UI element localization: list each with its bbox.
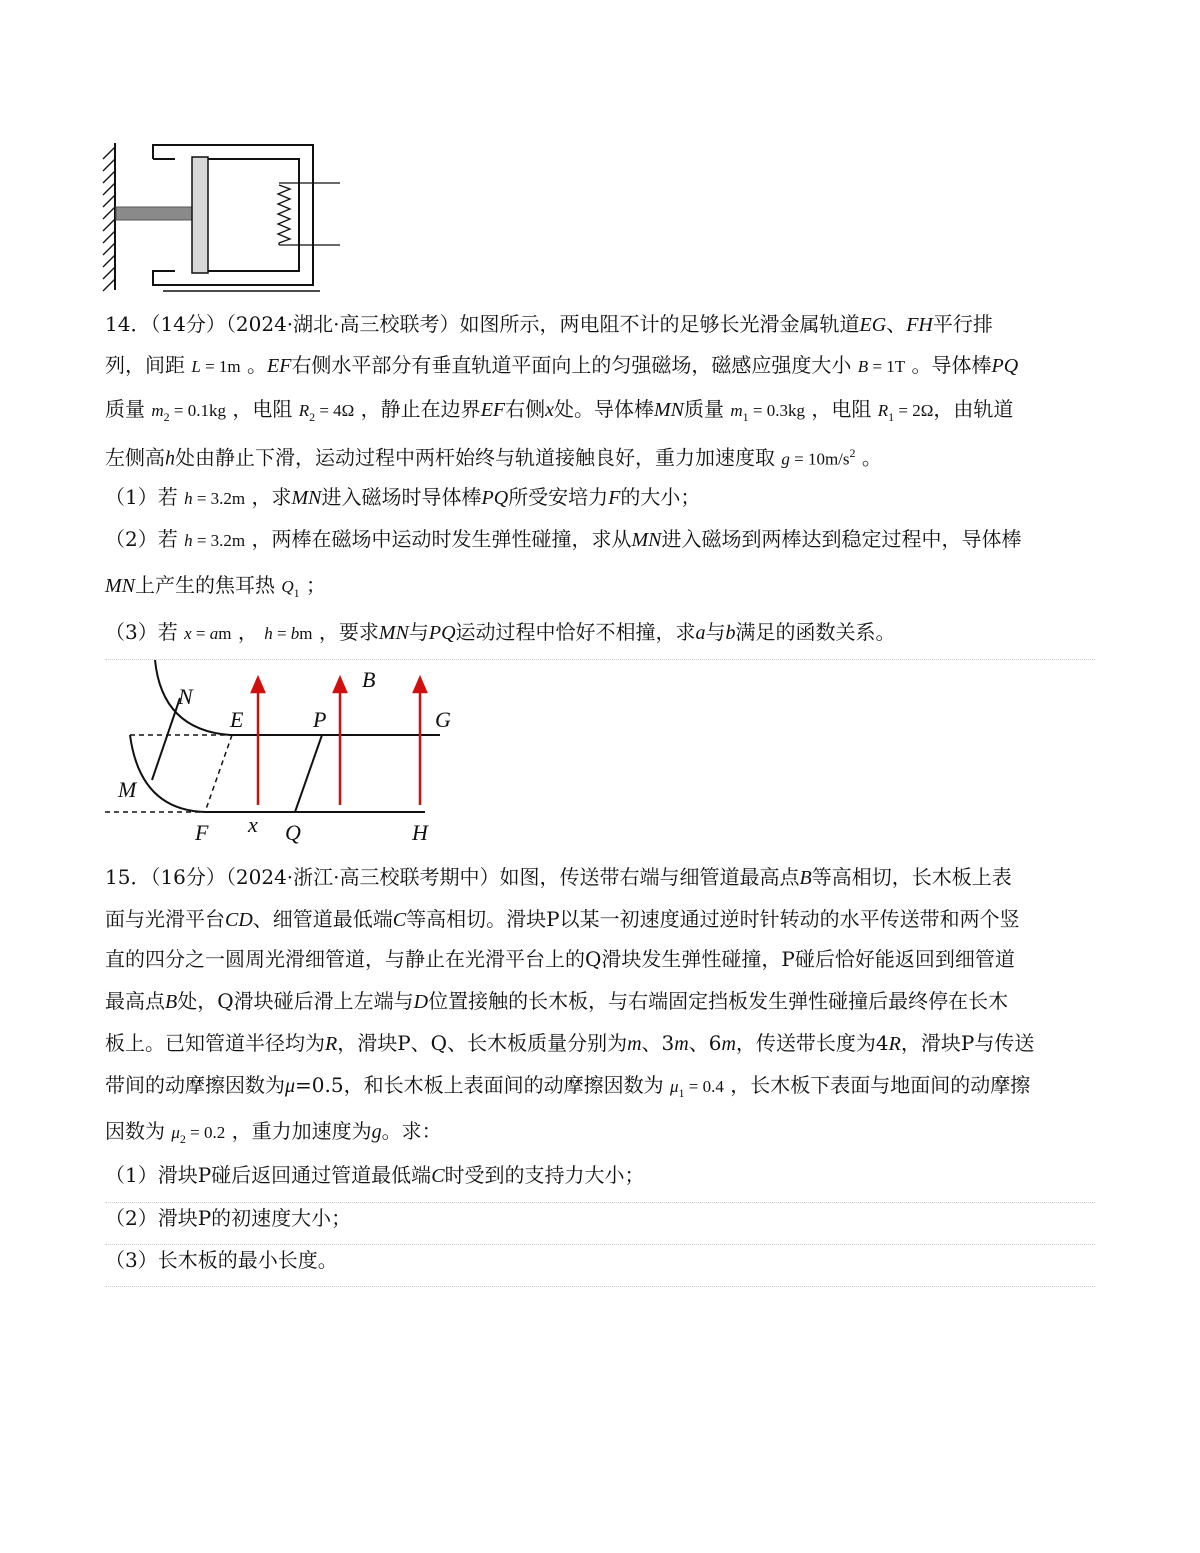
- text: 右侧水平部分有垂直轨道平面向上的匀强磁场，磁感应强度大小: [291, 353, 858, 377]
- text: ，滑块P与传送: [900, 1031, 1035, 1055]
- separator: [105, 1286, 1095, 1287]
- var: R: [298, 401, 310, 420]
- var: a: [209, 624, 219, 643]
- text: （2）若: [105, 527, 185, 551]
- text: 与: [705, 620, 726, 644]
- text: （1）滑块P碰后返回通过管道最低端: [105, 1163, 432, 1187]
- q14-part1: [105, 485, 700, 511]
- label: CD: [225, 909, 253, 931]
- text: （2）滑块P的初速度大小；: [105, 1206, 352, 1230]
- text: 进入磁场到两棒达到稳定过程中，导体棒: [661, 527, 1022, 551]
- q14-line4: [105, 441, 882, 472]
- q15-line2: [105, 907, 1020, 932]
- text: 。: [855, 445, 882, 470]
- label: F: [608, 487, 621, 509]
- label: b: [725, 622, 736, 644]
- text: 时受到的支持力大小；: [444, 1163, 645, 1187]
- text: 进入磁场时导体棒: [321, 485, 482, 509]
- q14-part2b: [105, 573, 326, 605]
- text: 、细管道最低端: [252, 907, 393, 931]
- text: 满足的函数关系。: [735, 620, 896, 644]
- text: 质量: [105, 397, 152, 421]
- label-e: E: [230, 707, 244, 732]
- var: μ: [669, 1077, 679, 1096]
- text: 板上。已知管道半径均为: [105, 1031, 325, 1055]
- separator: [105, 1244, 1095, 1245]
- var: g: [781, 449, 790, 469]
- text: 14．（14分）（2024·湖北·高三校联考）如图所示，两电阻不计的足够长光滑金属轨道: [105, 312, 860, 336]
- label: EG: [859, 314, 887, 336]
- label: m: [627, 1033, 642, 1055]
- text: ；: [299, 573, 326, 597]
- text: 最高点: [105, 989, 165, 1013]
- q15-line5: [105, 1031, 1034, 1056]
- text: 等高相切。滑块P以某一初速度通过逆时针转动的水平传送带和两个竖: [406, 907, 1020, 931]
- value: = 0.1kg: [169, 401, 226, 420]
- text: 等高相切，长木板上表: [811, 865, 1012, 889]
- text: 、6: [688, 1031, 722, 1055]
- label: MN: [631, 529, 662, 551]
- label: MN: [654, 399, 685, 421]
- q14-part2a: [105, 527, 1022, 553]
- subscript: 1: [293, 586, 300, 600]
- text: ，滑块P、Q、长木板质量分别为: [337, 1031, 628, 1055]
- text: 。求：: [381, 1119, 442, 1143]
- label-n: N: [178, 684, 193, 709]
- label: PQ: [481, 487, 509, 509]
- var: x: [184, 624, 192, 643]
- var: Q: [281, 577, 294, 596]
- label: D: [413, 991, 429, 1013]
- label: MN: [291, 487, 322, 509]
- value: =: [272, 624, 291, 643]
- label-g: G: [435, 707, 451, 732]
- label: m: [674, 1033, 689, 1055]
- text: =0.5，和长木板上表面间的动摩擦因数为: [295, 1073, 670, 1097]
- var: μ: [171, 1123, 180, 1142]
- text: （3）长木板的最小长度。: [105, 1248, 338, 1272]
- var: L: [191, 357, 201, 376]
- value: = 10m/s: [789, 449, 850, 469]
- text: 面与光滑平台: [105, 907, 225, 931]
- subscript: 1: [742, 410, 749, 424]
- piston-block: [192, 157, 208, 273]
- label: B: [165, 991, 178, 1013]
- q15-line1: [105, 865, 1012, 890]
- subscript: 2: [179, 1132, 186, 1146]
- wall: [103, 143, 115, 291]
- value: = 0.3kg: [748, 401, 805, 420]
- label: μ: [285, 1075, 296, 1097]
- text: 运动过程中恰好不相撞，求: [455, 620, 696, 644]
- label: R: [888, 1033, 901, 1055]
- q15-line4: [105, 989, 1008, 1014]
- text: 所受安培力: [508, 485, 609, 509]
- superscript: 2: [849, 446, 856, 460]
- var: m: [151, 401, 164, 420]
- label: MN: [378, 622, 409, 644]
- label-b: B: [362, 667, 376, 692]
- var: h: [184, 489, 193, 508]
- text: 质量: [684, 397, 731, 421]
- label: a: [695, 622, 706, 644]
- text: （1）若: [105, 485, 185, 509]
- text: ，重力加速度为: [225, 1119, 372, 1143]
- figure-rails: [100, 660, 460, 845]
- label: MN: [105, 575, 135, 597]
- label: FH: [906, 314, 933, 336]
- coil: [278, 185, 290, 245]
- q15-line7: [105, 1119, 442, 1151]
- var: h: [264, 624, 273, 643]
- text: ，要求: [312, 620, 379, 644]
- label: m: [721, 1033, 736, 1055]
- q15-part2: [105, 1206, 351, 1230]
- value: = 4Ω: [315, 401, 355, 420]
- text: （3）若: [105, 620, 185, 644]
- text: ，两棒在磁场中运动时发生弹性碰撞，求从: [245, 527, 632, 551]
- text: 上产生的焦耳热: [135, 573, 282, 597]
- label-p: P: [313, 707, 327, 732]
- text: 平行排: [932, 312, 993, 336]
- q15-part1: [105, 1163, 645, 1188]
- label: C: [431, 1165, 445, 1187]
- label: PQ: [428, 622, 456, 644]
- value: = 0.2: [185, 1123, 226, 1142]
- value: = 3.2m: [192, 531, 246, 550]
- var: b: [290, 624, 300, 643]
- text: ，求: [245, 485, 292, 509]
- text: ，: [231, 620, 265, 644]
- var: h: [184, 531, 193, 550]
- label: x: [545, 399, 555, 421]
- q14-part3: [105, 620, 896, 646]
- label: EF: [480, 399, 506, 421]
- text: 处。导体棒: [554, 397, 655, 421]
- label: h: [165, 447, 175, 470]
- text: 左侧高: [105, 445, 165, 470]
- text: ，电阻: [225, 397, 299, 421]
- label: R: [325, 1033, 338, 1055]
- label: EF: [267, 355, 292, 377]
- text: ，电阻: [805, 397, 878, 421]
- text: 15．（16分）（2024·浙江·高三校联考期中）如图，传送带右端与细管道最高点: [105, 865, 800, 889]
- text: 与: [408, 620, 429, 644]
- q15-line3: [105, 947, 1015, 971]
- subscript: 2: [309, 410, 316, 424]
- q15-line6: [105, 1073, 1030, 1105]
- q14-line3: [105, 397, 1013, 429]
- subscript: 2: [163, 410, 170, 424]
- var: B: [857, 357, 869, 376]
- text: 处，Q滑块碰后滑上左端与: [177, 989, 414, 1013]
- text: ，静止在边界: [354, 397, 481, 421]
- text: ，传送带长度为4: [735, 1031, 889, 1055]
- separator: [105, 1202, 1095, 1203]
- text: ，长木板下表面与地面间的动摩擦: [723, 1073, 1031, 1097]
- value: =: [191, 624, 210, 643]
- label-x: x: [248, 812, 258, 837]
- rod: [116, 207, 192, 220]
- text: 。: [240, 353, 267, 377]
- text: 、: [886, 312, 907, 336]
- label: PQ: [991, 355, 1019, 377]
- value: = 2Ω: [894, 401, 934, 420]
- subscript: 1: [888, 410, 895, 424]
- text: 。导体棒: [905, 353, 992, 377]
- value: = 1T: [868, 357, 906, 376]
- figure-spring-piston: [95, 135, 355, 295]
- q14-line2: [105, 353, 1018, 379]
- rod-pq: [295, 735, 322, 812]
- text: 列，间距: [105, 353, 192, 377]
- q15-part3: [105, 1248, 338, 1272]
- text: 因数为: [105, 1119, 172, 1143]
- text: 右侧: [505, 397, 546, 421]
- value: = 3.2m: [192, 489, 246, 508]
- text: 的大小；: [620, 485, 701, 509]
- label-f: F: [195, 820, 209, 845]
- label: g: [371, 1121, 382, 1143]
- text: 、3: [641, 1031, 675, 1055]
- label-h: H: [412, 820, 428, 845]
- label: C: [392, 909, 407, 931]
- q14-line1: [105, 312, 993, 337]
- label-m: M: [118, 777, 137, 802]
- rod-mn: [152, 698, 180, 780]
- value: m: [218, 624, 232, 643]
- text: 位置接触的长木板，与右端固定挡板发生弹性碰撞后最终停在长木: [428, 989, 1009, 1013]
- text: 直的四分之一圆周光滑细管道，与静止在光滑平台上的Q滑块发生弹性碰撞，P碰后恰好能返回到细管道: [105, 947, 1015, 971]
- value: = 1m: [200, 357, 241, 376]
- label-q: Q: [285, 820, 301, 845]
- label: B: [799, 867, 812, 889]
- text: 带间的动摩擦因数为: [105, 1073, 285, 1097]
- lower-curved-rail: [130, 735, 205, 812]
- subscript: 1: [678, 1086, 685, 1100]
- var: R: [877, 401, 889, 420]
- text: 处由静止下滑，运动过程中两杆始终与轨道接触良好，重力加速度取: [175, 445, 782, 470]
- field-arrows: [252, 678, 426, 805]
- value: = 0.4: [684, 1077, 724, 1096]
- boundary-ef: [205, 735, 232, 812]
- text: ，由轨道: [933, 397, 1014, 421]
- var: m: [730, 401, 743, 420]
- value: m: [299, 624, 313, 643]
